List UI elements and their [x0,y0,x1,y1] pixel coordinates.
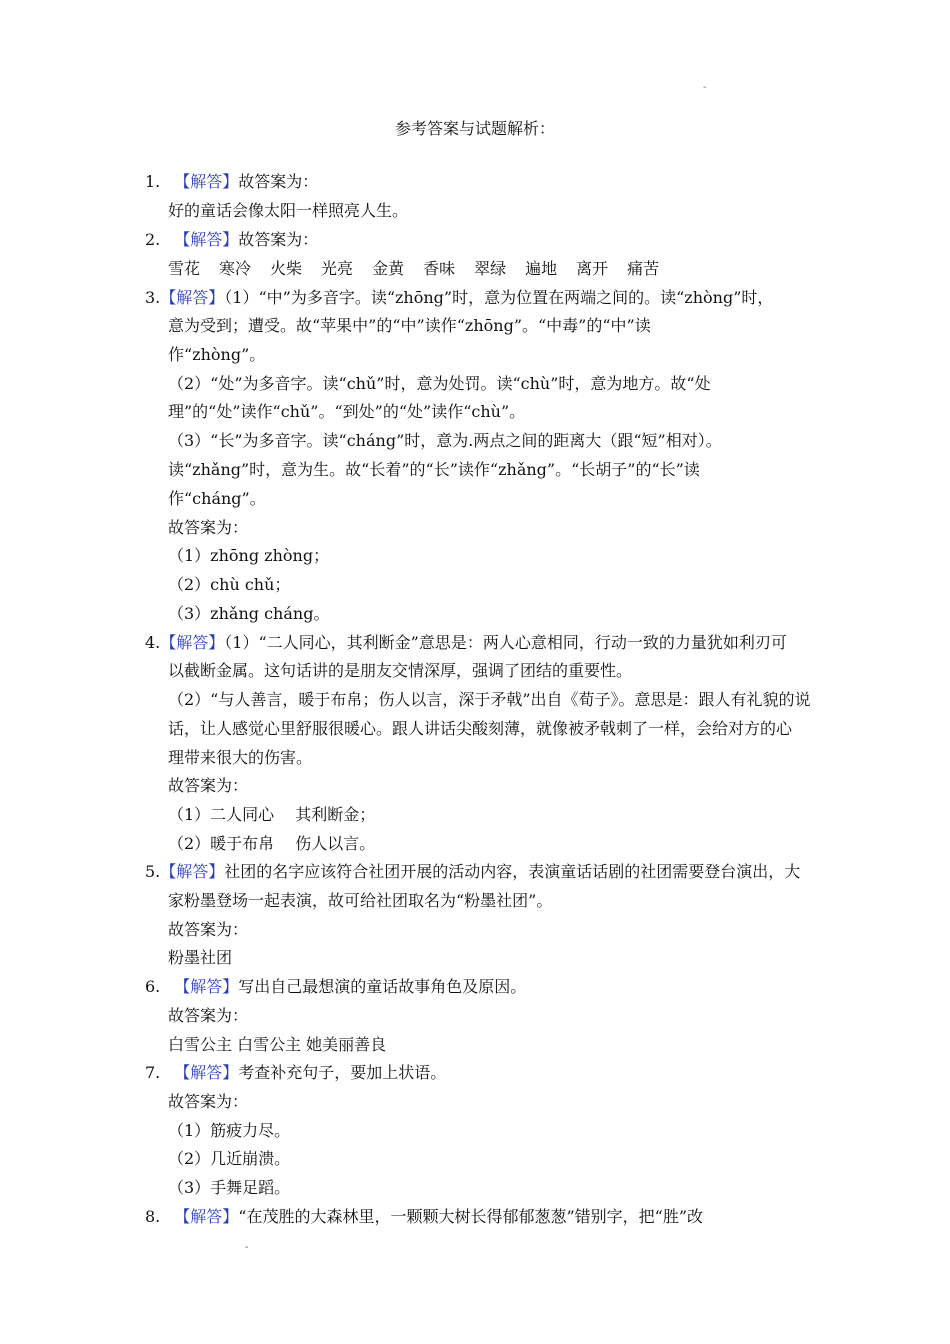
q3-heading [145,284,773,312]
q3-line: 作“cháng”。 [168,489,266,508]
q3-line: 理”的“处”读作“chǔ”。“到处”的“处”读作“chù”。 [168,402,526,421]
q7-answer-tag: 【解答】 [174,1063,239,1082]
q2-word: 火柴 [270,259,303,278]
q3-answer-tag: 【解答】 [160,288,225,307]
q4-line: （1）“二人同心，其利断金”意思是：两人心意相同，行动一致的力量犹如利刃可 [224,633,787,652]
q2-number: 2. [145,230,161,249]
q2-heading [145,226,318,254]
q3-line: （2）“处”为多音字。读“chǔ”时，意为处罚。读“chù”时，意为地方。故“处 [168,374,711,393]
q7-line: 故答案为： [168,1092,249,1111]
q2-word: 金黄 [372,259,405,278]
q6-heading [145,973,526,1001]
q2-word: 痛苦 [627,259,660,278]
q4-line: 理带来很大的伤害。 [168,748,313,767]
q5-line: 故答案为： [168,920,249,939]
q1-answer: 好的童话会像太阳一样照亮人生。 [168,201,409,220]
q2-word: 离开 [576,259,609,278]
q8-answer-tag: 【解答】 [174,1207,239,1226]
q3-line: （2）chù chǔ； [168,575,291,594]
q2-word: 雪花 [168,259,201,278]
q8-line: “在茂胜的大森林里，一颗颗大树长得郁郁葱葱”错别字，把“胜”改 [238,1207,704,1226]
q3-line: 故答案为： [168,518,249,537]
q4-line: （2）“与人善言，暖于布帛；伤人以言，深于矛戟”出自《荀子》。意思是：跟人有礼貌的说 [168,690,811,709]
q2-word: 寒冷 [219,259,252,278]
q4-line: 故答案为： [168,776,249,795]
q4-heading [145,629,787,657]
q3-line: 读“zhǎng”时，意为生。故“长着”的“长”读作“zhǎng”。“长胡子”的“长”读 [168,460,700,479]
q7-line: （1）筋疲力尽。 [168,1121,291,1140]
q7-line: （2）几近崩溃。 [168,1149,291,1168]
page-title: 参考答案与试题解析： [394,119,555,138]
q2-answer-tag: 【解答】 [174,230,239,249]
q2-intro: 故答案为： [238,230,319,249]
q7-line: 考查补充句子，要加上状语。 [238,1063,447,1082]
q5-line: 家粉墨登场一起表演，故可给社团取名为“粉墨社团”。 [168,891,553,910]
q1-intro: 故答案为： [238,172,319,191]
q8-heading [145,1203,703,1231]
q2-word: 光亮 [321,259,354,278]
q1-heading [145,168,318,196]
q2-word: 香味 [423,259,456,278]
footer-dot: - [245,1242,249,1253]
q5-line: 粉墨社团 [168,948,233,967]
q3-line: 意为受到；遭受。故“苹果中”的“中”读作“zhōng”。“中毒”的“中”读 [168,316,651,335]
q8-number: 8. [145,1207,161,1226]
q7-heading [145,1059,446,1087]
q2-word: 翠绿 [474,259,507,278]
q6-line: 写出自己最想演的童话故事角色及原因。 [238,977,527,996]
q4-line: （1）二人同心 其利断金； [168,805,376,824]
q5-heading [145,858,800,886]
q6-answer-tag: 【解答】 [174,977,239,996]
q4-line: 话，让人感觉心里舒服很暖心。跟人讲话尖酸刻薄，就像被矛戟刺了一样，会给对方的心 [168,719,793,738]
q3-line: （3）zhǎng cháng。 [168,604,330,623]
q5-answer-tag: 【解答】 [160,862,225,881]
q6-number: 6. [145,977,161,996]
q4-number: 4. [145,633,161,652]
q4-answer-tag: 【解答】 [160,633,225,652]
q6-line: 白雪公主 白雪公主 她美丽善良 [168,1035,387,1054]
q2-word-list [168,255,678,283]
q5-number: 5. [145,862,161,881]
q3-line: （1）“中”为多音字。读“zhōng”时，意为位置在两端之间的。读“zhòng”时， [224,288,774,307]
q6-line: 故答案为： [168,1006,249,1025]
q1-answer-tag: 【解答】 [174,172,239,191]
q1-number: 1. [145,172,161,191]
q3-line: （3）“长”为多音字。读“cháng”时，意为.两点之间的距离大（跟“短”相对）。 [168,431,722,450]
q3-line: （1）zhōng zhòng； [168,546,330,565]
q3-number: 3. [145,288,161,307]
header-dot: - [703,82,707,93]
q4-line: 以截断金属。这句话讲的是朋友交情深厚，强调了团结的重要性。 [168,661,633,680]
q7-line: （3）手舞足蹈。 [168,1178,291,1197]
q4-line: （2）暖于布帛 伤人以言。 [168,834,376,853]
q3-line: 作“zhòng”。 [168,345,266,364]
q2-word: 遍地 [525,259,558,278]
q7-number: 7. [145,1063,161,1082]
q5-line: 社团的名字应该符合社团开展的活动内容，表演童话话剧的社团需要登台演出，大 [224,862,801,881]
